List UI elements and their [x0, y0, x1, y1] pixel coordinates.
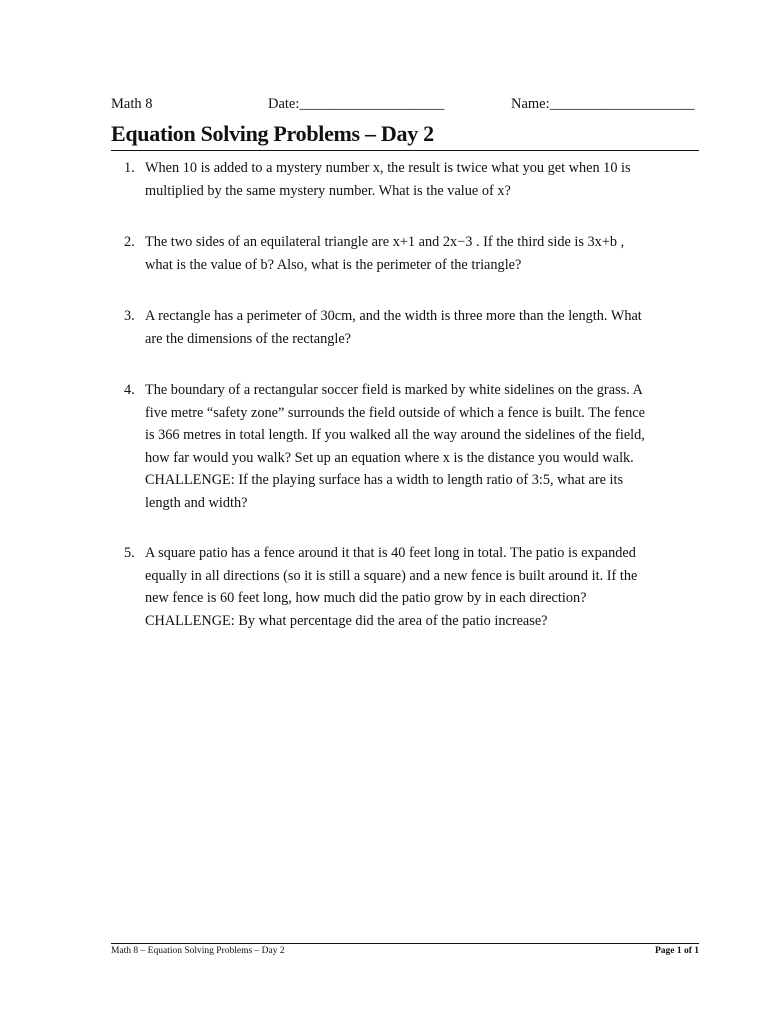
- footer-divider: [111, 943, 699, 944]
- problem-line: length and width?: [145, 494, 248, 511]
- problem-line: A square patio has a fence around it that is 40 feet long in total. The patio is expanded: [145, 545, 636, 561]
- problem-line: A rectangle has a perimeter of 30cm, and the width is three more than the length. What: [145, 308, 642, 324]
- problem-number: 5.: [124, 545, 135, 561]
- problem-5: [124, 542, 690, 632]
- problem-text: [145, 305, 690, 350]
- problem-number: 2.: [124, 234, 135, 250]
- problem-line: what is the value of b? Also, what is the perimeter of the triangle?: [145, 256, 522, 273]
- page-title: Equation Solving Problems – Day 2: [111, 121, 434, 146]
- problem-1: [124, 157, 690, 202]
- problem-line: is 366 metres in total length. If you walked all the way around the sidelines of the field,: [145, 427, 645, 443]
- problem-line: The two sides of an equilateral triangle are x+1 and 2x−3 . If the third side is 3x+b ,: [145, 234, 625, 250]
- problem-text: [145, 157, 690, 202]
- problem-line: CHALLENGE: If the playing surface has a width to length ratio of 3:5, what are its: [145, 472, 624, 488]
- problem-3: [124, 305, 690, 350]
- problem-number: 4.: [124, 382, 135, 398]
- problem-text: [145, 379, 690, 514]
- problem-line: multiplied by the same mystery number. What is the value of x?: [145, 182, 511, 199]
- problem-line: five metre “safety zone” surrounds the field outside of which a fence is built. The fence: [145, 404, 645, 421]
- footer-title: Math 8 – Equation Solving Problems – Day 2: [111, 946, 285, 956]
- problem-line: new fence is 60 feet long, how much did the patio grow by in each direction?: [145, 590, 587, 606]
- problem-line: The boundary of a rectangular soccer field is marked by white sidelines on the grass. A: [145, 382, 643, 398]
- problem-number: 3.: [124, 308, 135, 324]
- problem-4: [124, 379, 690, 514]
- course-label: Math 8: [111, 96, 153, 112]
- problem-2: [124, 231, 690, 276]
- problem-number: 1.: [124, 160, 135, 176]
- problem-line: equally in all directions (so it is still a square) and a new fence is built around it. If the: [145, 567, 638, 584]
- name-field: Name:____________________: [511, 96, 695, 112]
- problem-line: are the dimensions of the rectangle?: [145, 330, 352, 347]
- page-number: Page 1 of 1: [654, 946, 699, 956]
- title-divider: [111, 150, 699, 151]
- date-field: Date:____________________: [268, 96, 445, 112]
- problem-line: CHALLENGE: By what percentage did the area of the patio increase?: [145, 612, 548, 629]
- problem-text: [145, 231, 690, 276]
- worksheet-header: [111, 96, 701, 116]
- problem-line: When 10 is added to a mystery number x, the result is twice what you get when 10 is: [145, 160, 631, 176]
- problem-line: how far would you walk? Set up an equation where x is the distance you would walk.: [145, 449, 634, 466]
- problem-text: [145, 542, 690, 632]
